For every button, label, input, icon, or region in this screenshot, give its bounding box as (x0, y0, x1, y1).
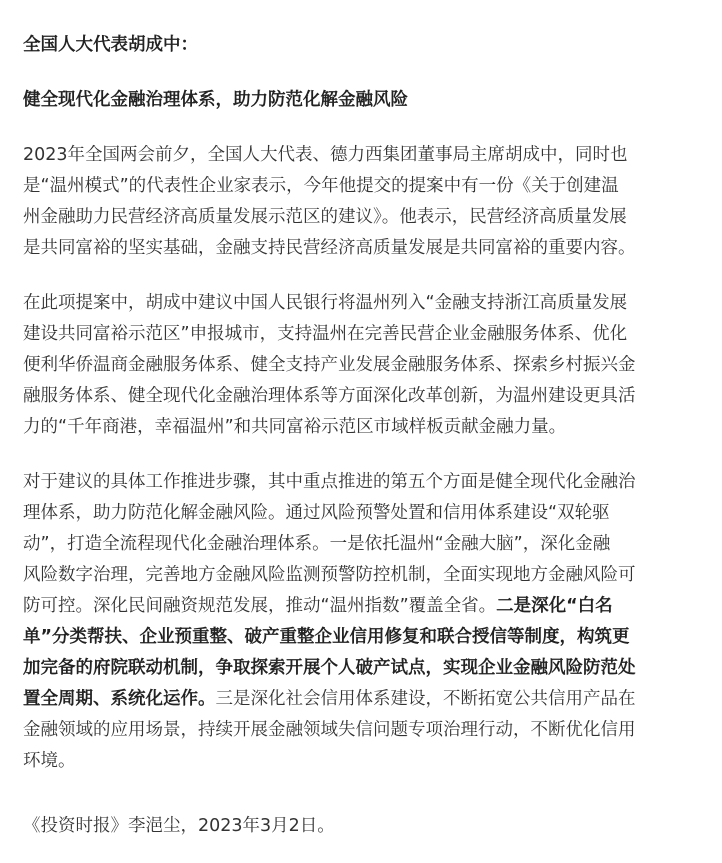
paragraph-line: 力的“千年商港，幸福温州”和共同富裕示范区市域样板贡献金融力量。 (23, 417, 567, 437)
paragraph-line: 便利华侨温商金融服务体系、健全支持产业发展金融服务体系、探索乡村振兴金 (23, 355, 636, 375)
paragraph-line: 2023年全国两会前夕，全国人大代表、德力西集团董事局主席胡成中，同时也 (23, 145, 628, 165)
paragraph-line: 金融领域的应用场景，持续开展金融领域失信问题专项治理行动，不断优化信用 (23, 720, 636, 740)
article-title: 健全现代化金融治理体系，助力防范化解金融风险 (23, 90, 408, 110)
paragraph-line: 在此项提案中，胡成中建议中国人民银行将温州列入“金融支持浙江高质量发展 (23, 293, 628, 313)
paragraph-line: 环境。 (23, 751, 76, 771)
paragraph-line: 理体系，助力防范化解金融风险。通过风险预警处置和信用体系建设“双轮驱 (23, 503, 610, 523)
reporter-heading: 全国人大代表胡成中： (23, 35, 198, 55)
paragraph-line: 是共同富裕的坚实基础，金融支持民营经济高质量发展是共同富裕的重要内容。 (23, 238, 636, 258)
paragraph-line-bold: 加完备的府院联动机制，争取探索开展个人破产试点，实现企业金融风险防范处 (23, 658, 636, 678)
paragraph-line: 建设共同富裕示范区”申报城市，支持温州在完善民营企业金融服务体系、优化 (23, 324, 628, 344)
paragraph-line: 动”，打造全流程现代化金融治理体系。一是依托温州“金融大脑”，深化金融 (23, 534, 611, 554)
paragraph-line: 风险数字治理，完善地方金融风险监测预警防控机制，全面实现地方金融风险可 (23, 565, 636, 585)
paragraph-line: 融服务体系、健全现代化金融治理体系等方面深化改革创新，为温州建设更具活 (23, 386, 636, 406)
source-citation: 《投资时报》李浥尘，2023年3月2日。 (23, 816, 335, 836)
bold-text: 置全周期、系统化运作。 (23, 689, 216, 709)
bold-text: 二是深化“白名 (496, 596, 613, 616)
paragraph-line: 州金融助力民营经济高质量发展示范区的建议》。他表示，民营经济高质量发展 (23, 207, 627, 227)
normal-text: 防可控。深化民间融资规范发展，推动“温州指数”覆盖全省。 (23, 596, 497, 616)
paragraph-line-mixed (23, 592, 703, 620)
normal-text: 三是深化社会信用体系建设，不断拓宽公共信用产品在 (215, 689, 636, 709)
paragraph-line-bold: 单”分类帮扶、企业预重整、破产重整企业信用修复和联合授信等制度，构筑更 (23, 627, 630, 647)
paragraph-line-mixed (23, 685, 703, 713)
paragraph-line: 对于建议的具体工作推进步骤，其中重点推进的第五个方面是健全现代化金融治 (23, 472, 636, 492)
paragraph-line: 是“温州模式”的代表性企业家表示，今年他提交的提案中有一份《关于创建温 (23, 176, 619, 196)
